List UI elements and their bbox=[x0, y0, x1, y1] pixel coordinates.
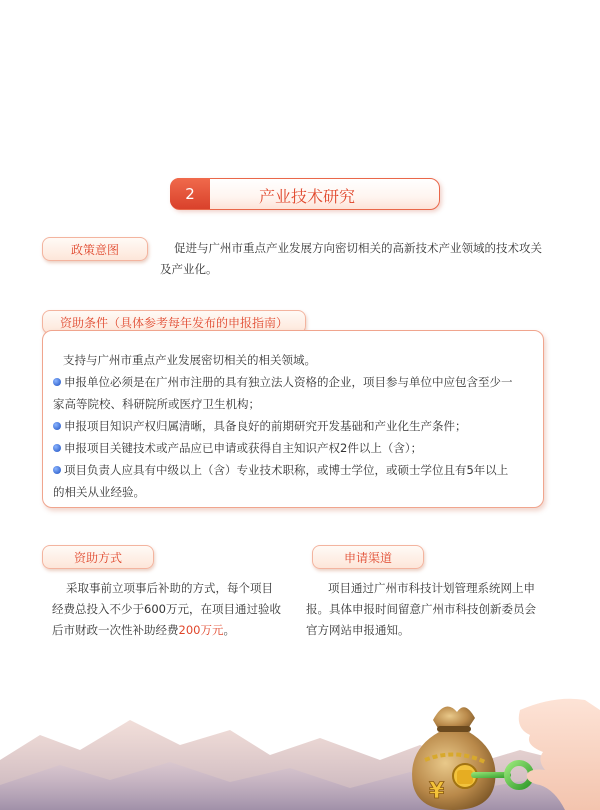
section-number: 2 bbox=[170, 178, 210, 209]
policy-label: 政策意图 bbox=[42, 237, 148, 261]
section-title: 产业技术研究 bbox=[259, 187, 356, 206]
money-bag-key-icon bbox=[405, 690, 600, 810]
conditions-box bbox=[42, 330, 544, 508]
policy-line-2: 及产业化。 bbox=[160, 262, 218, 276]
funding-line-3: 后市财政一次性补助经费200万元。 bbox=[52, 623, 235, 637]
condition-item: 申报项目知识产权归属清晰，具备良好的前期研究开发基础和产业化生产条件； bbox=[53, 415, 533, 437]
policy-line-1: 促进与广州市重点产业发展方向密切相关的高新技术产业领域的技术攻关 bbox=[174, 241, 542, 255]
funding-line-1: 采取事前立项事后补助的方式，每个项目 bbox=[66, 581, 273, 595]
channel-line-1: 项目通过广州市科技计划管理系统网上申 bbox=[328, 581, 535, 595]
conditions-intro: 支持与广州市重点产业发展密切相关的相关领域。 bbox=[63, 353, 316, 367]
funding-line-2: 经费总投入不少于600万元，在项目通过验收 bbox=[52, 602, 281, 616]
condition-item-cont: 的相关从业经验。 bbox=[53, 485, 145, 499]
channel-line-3: 官方网站申报通知。 bbox=[306, 623, 410, 637]
bullet-icon bbox=[53, 466, 61, 474]
bullet-icon bbox=[53, 378, 61, 386]
svg-text:¥: ¥ bbox=[429, 779, 445, 804]
bullet-icon bbox=[53, 422, 61, 430]
channel-line-2: 报。具体申报时间留意广州市科技创新委员会 bbox=[306, 602, 536, 616]
funding-label: 资助方式 bbox=[42, 545, 154, 569]
section-header bbox=[170, 178, 440, 210]
conditions-label: 资助条件（具体参考每年发布的申报指南） bbox=[42, 310, 306, 334]
channel-label: 申请渠道 bbox=[312, 545, 424, 569]
funding-text bbox=[52, 578, 292, 641]
bullet-icon bbox=[53, 444, 61, 452]
condition-item: 项目负责人应具有中级以上（含）专业技术职称，或博士学位，或硕士学位且有5年以上 bbox=[53, 459, 533, 481]
condition-item: 申报单位必须是在广州市注册的具有独立法人资格的企业，项目参与单位中应包含至少一 bbox=[53, 371, 533, 393]
funding-amount: 200万元 bbox=[178, 623, 224, 637]
channel-text bbox=[306, 578, 566, 641]
condition-item: 申报项目关键技术或产品应已申请或获得自主知识产权2件以上（含）； bbox=[53, 437, 533, 459]
condition-item-cont: 家高等院校、科研院所或医疗卫生机构； bbox=[53, 397, 260, 411]
policy-text bbox=[160, 238, 560, 280]
